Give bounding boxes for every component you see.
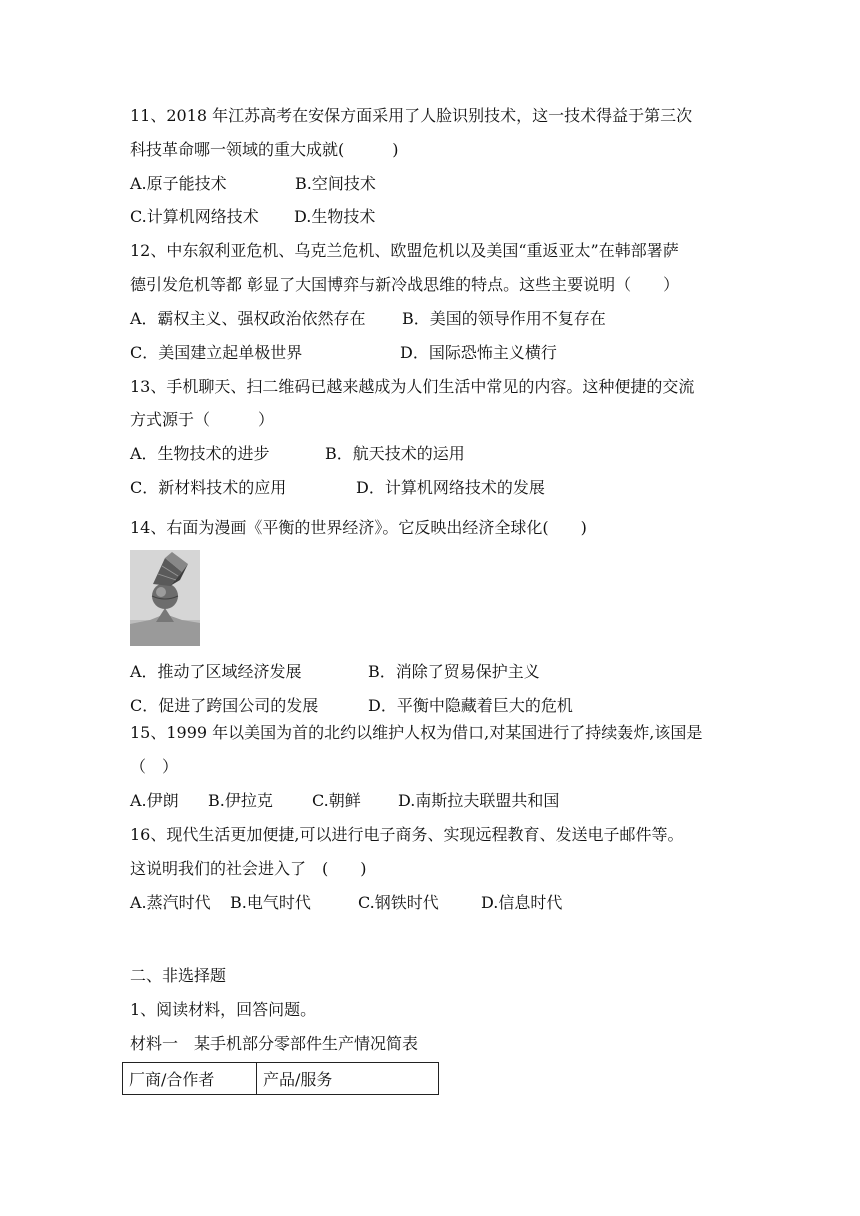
q16-option-a: A.蒸汽时代 — [130, 893, 211, 912]
q14-option-c: C．促进了跨国公司的发展 — [130, 696, 319, 715]
q12-option-c: C．美国建立起单极世界 — [130, 343, 303, 362]
balance-cartoon-icon — [130, 550, 200, 646]
section2-heading: 二、非选择题 — [130, 966, 227, 985]
q13-option-c: C．新材料技术的应用 — [130, 478, 287, 497]
q12-line-2: 德引发危机等都 彰显了大国博弈与新冷战思维的特点。这些主要说明（ ） — [130, 275, 680, 294]
parts-table — [122, 1062, 439, 1095]
q12-line-1: 12、中东叙利亚危机、乌克兰危机、欧盟危机以及美国“重返亚太”在韩部署萨 — [130, 241, 679, 260]
q16-line-1: 16、现代生活更加便捷,可以进行电子商务、实现远程教育、发送电子邮件等。 — [130, 825, 684, 844]
q11-option-a: A.原子能技术 — [130, 174, 227, 193]
q14-option-b: B．消除了贸易保护主义 — [368, 662, 540, 681]
q14-option-a: A．推动了区域经济发展 — [130, 662, 302, 681]
q12-option-d: D．国际恐怖主义横行 — [400, 343, 557, 362]
q12-option-a: A．霸权主义、强权政治依然存在 — [130, 309, 366, 328]
q13-option-b: B．航天技术的运用 — [325, 444, 465, 463]
q11-option-c: C.计算机网络技术 — [130, 207, 259, 226]
table-row — [123, 1063, 439, 1095]
q11-line-1: 11、2018 年江苏高考在安保方面采用了人脸识别技术，这一技术得益于第三次 — [130, 106, 693, 125]
q15-option-a: A.伊朗 — [130, 791, 179, 810]
material-1-title: 材料一 某手机部分零部件生产情况简表 — [130, 1034, 419, 1053]
q16-option-c: C.钢铁时代 — [358, 893, 439, 912]
q11-option-d: D.生物技术 — [294, 207, 376, 226]
q12-option-b: B．美国的领导作用不复存在 — [402, 309, 606, 328]
q16-line-2: 这说明我们的社会进入了 ( ) — [130, 859, 367, 878]
q15-option-b: B.伊拉克 — [208, 791, 273, 810]
q11-line-2: 科技革命哪一领域的重大成就( ) — [130, 140, 399, 159]
q11-option-b: B.空间技术 — [295, 174, 376, 193]
q16-option-b: B.电气时代 — [230, 893, 311, 912]
table-header-vendor: 厂商/合作者 — [123, 1063, 257, 1095]
q13-line-1: 13、手机聊天、扫二维码已越来越成为人们生活中常见的内容。这种便捷的交流 — [130, 377, 695, 396]
q13-option-a: A．生物技术的进步 — [130, 444, 270, 463]
table-header-product: 产品/服务 — [257, 1063, 439, 1095]
q13-line-2: 方式源于（ ） — [130, 410, 275, 429]
q15-line-1: 15、1999 年以美国为首的北约以维护人权为借口,对某国进行了持续轰炸,该国是 — [130, 723, 703, 742]
q14-option-d: D．平衡中隐藏着巨大的危机 — [368, 696, 573, 715]
q13-option-d: D．计算机网络技术的发展 — [356, 478, 545, 497]
q15-option-d: D.南斯拉夫联盟共和国 — [398, 791, 560, 810]
q14-line-1: 14、右面为漫画《平衡的世界经济》。它反映出经济全球化( ) — [130, 518, 587, 537]
q15-option-c: C.朝鲜 — [312, 791, 361, 810]
q15-line-2: （ ） — [130, 757, 179, 776]
section2-question-1: 1、阅读材料，回答问题。 — [130, 1000, 317, 1019]
q16-option-d: D.信息时代 — [481, 893, 563, 912]
